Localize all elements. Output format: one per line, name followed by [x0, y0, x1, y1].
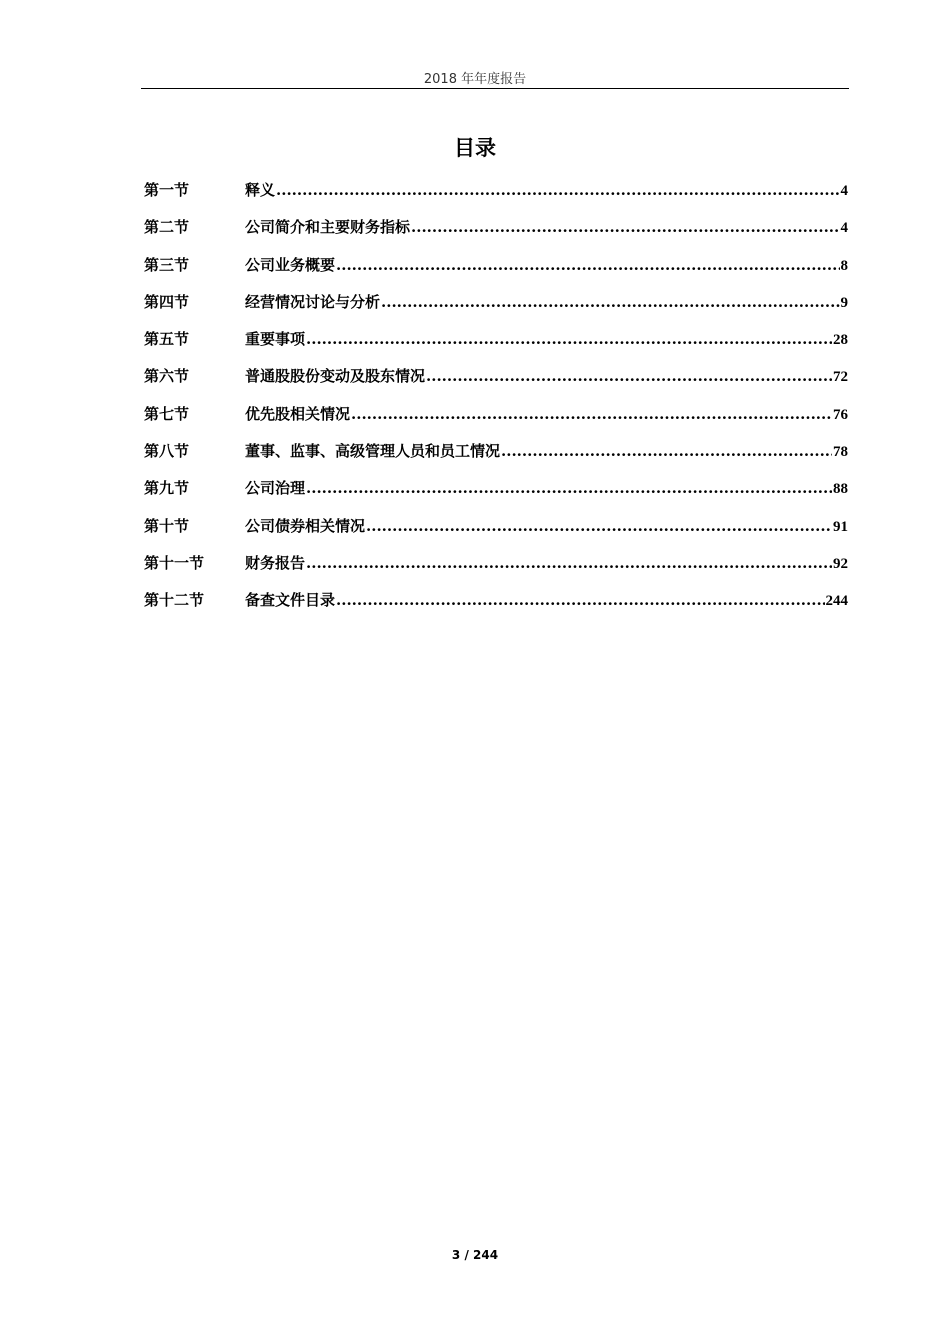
toc-dot-leader	[336, 591, 824, 609]
toc-dot-leader	[306, 479, 832, 497]
toc-section-title: 普通股股份变动及股东情况	[245, 367, 426, 386]
toc-section-title: 董事、监事、高级管理人员和员工情况	[245, 442, 501, 461]
toc-section-title: 公司简介和主要财务指标	[245, 218, 411, 237]
toc-section-title: 经营情况讨论与分析	[245, 292, 381, 311]
toc-page-number: 244	[825, 593, 848, 610]
toc-entry[interactable]	[144, 552, 848, 589]
toc-page-number: 91	[833, 518, 848, 535]
toc-page-number: 9	[840, 294, 848, 311]
toc-entry[interactable]	[144, 216, 848, 253]
toc-section-title: 公司治理	[245, 479, 306, 498]
toc-section-number: 第一节	[144, 181, 190, 199]
toc-section-number: 第五节	[144, 330, 190, 349]
toc-entry[interactable]	[144, 365, 848, 402]
toc-section-title: 备查文件目录	[245, 591, 336, 610]
toc-section-title: 优先股相关情况	[245, 404, 351, 423]
page-footer-number: 3 / 244	[451, 1248, 499, 1262]
toc-dot-leader	[336, 256, 839, 274]
toc-dot-leader	[411, 218, 839, 236]
toc-section-title: 释义	[245, 181, 276, 199]
toc-entry[interactable]	[144, 515, 848, 552]
toc-dot-leader	[306, 554, 832, 572]
toc-page-number: 78	[833, 444, 848, 461]
toc-entry[interactable]	[144, 328, 848, 365]
toc-section-number: 第十一节	[144, 553, 205, 572]
toc-dot-leader	[381, 293, 839, 311]
header-divider	[141, 88, 849, 89]
toc-entry[interactable]	[144, 589, 848, 626]
toc-section-number: 第七节	[144, 404, 190, 423]
toc-entry[interactable]	[144, 477, 848, 514]
toc-entry[interactable]	[144, 291, 848, 328]
toc-section-number: 第九节	[144, 479, 190, 498]
toc-entry[interactable]	[144, 403, 848, 440]
toc-section-number: 第二节	[144, 218, 190, 237]
toc-section-title: 重要事项	[245, 330, 306, 349]
toc-page-number: 92	[833, 555, 848, 572]
toc-section-number: 第四节	[144, 292, 190, 311]
toc-entry[interactable]	[144, 179, 848, 216]
toc-page-number: 4	[840, 183, 848, 199]
toc-page-number: 72	[833, 369, 848, 386]
toc-section-title: 财务报告	[245, 553, 306, 572]
toc-section-number: 第三节	[144, 255, 190, 274]
toc-page-number: 88	[833, 481, 848, 498]
toc-dot-leader	[276, 181, 839, 199]
toc-section-number: 第十二节	[144, 591, 205, 610]
toc-dot-leader	[426, 367, 832, 385]
toc-dot-leader	[501, 442, 832, 460]
toc-page-number: 8	[840, 257, 848, 274]
toc-dot-leader	[351, 405, 832, 423]
toc-section-title: 公司债券相关情况	[245, 516, 366, 535]
toc-dot-leader	[366, 517, 832, 535]
toc-page-number: 28	[833, 332, 848, 349]
toc-section-number: 第十节	[144, 516, 190, 535]
toc-page-number: 76	[833, 406, 848, 423]
running-header: 2018 年年度报告	[423, 72, 527, 87]
table-of-contents	[144, 179, 848, 627]
toc-section-number: 第六节	[144, 367, 190, 386]
toc-dot-leader	[306, 330, 832, 348]
toc-heading: 目录	[454, 135, 496, 160]
toc-section-number: 第八节	[144, 442, 190, 461]
toc-entry[interactable]	[144, 440, 848, 477]
toc-section-title: 公司业务概要	[245, 255, 336, 274]
toc-entry[interactable]	[144, 254, 848, 291]
toc-page-number: 4	[840, 220, 848, 237]
